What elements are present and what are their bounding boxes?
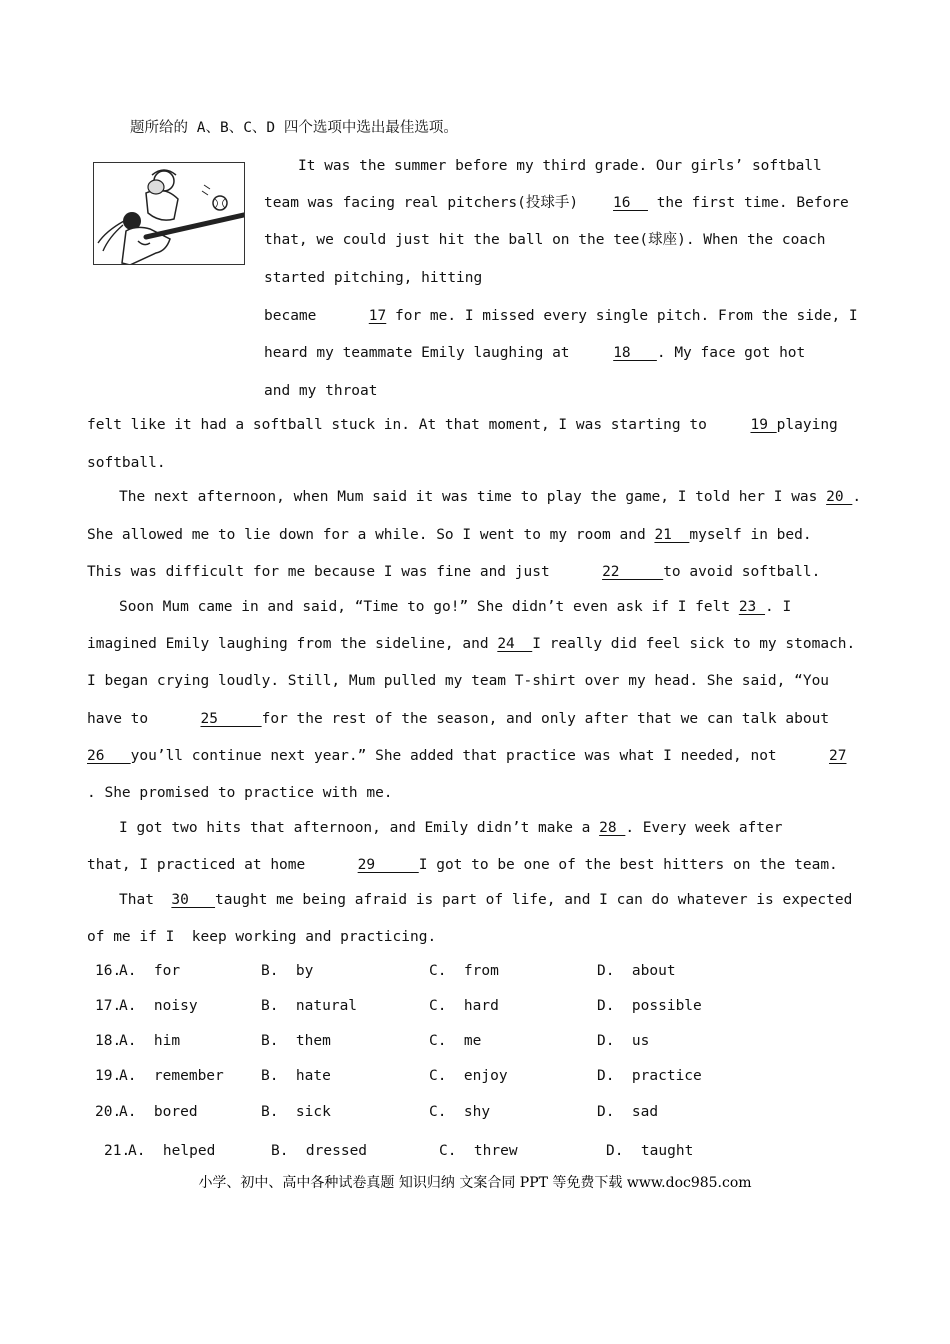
option-a: A. noisy	[119, 998, 198, 1014]
blank-17: 17	[368, 308, 387, 324]
text-segment: for me. I missed every single pitch. From the side, I	[394, 308, 858, 324]
blank-25: 25	[200, 711, 262, 727]
passage-line	[87, 855, 838, 875]
passage-line: softball.	[87, 455, 166, 471]
passage-line	[87, 562, 820, 582]
option-c: C. shy	[429, 1104, 491, 1120]
question-number: 19.	[95, 1068, 122, 1084]
option-c: C. me	[429, 1033, 482, 1049]
question-number: 20.	[95, 1104, 122, 1120]
blank-23: 23	[738, 599, 766, 615]
option-d: D. sad	[597, 1104, 659, 1120]
passage-line	[87, 525, 812, 545]
text-segment: to avoid softball.	[663, 564, 821, 580]
option-c: C. from	[429, 963, 499, 979]
text-segment: I got two hits that afternoon, and Emily didn’t make a	[119, 820, 591, 836]
blank-26: 26	[87, 748, 131, 764]
text-segment: playing	[776, 417, 838, 433]
text-segment: I really did feel sick to my stomach.	[532, 636, 856, 652]
passage-line	[119, 818, 782, 838]
option-d: D. about	[597, 963, 676, 979]
text-segment: .	[852, 489, 862, 505]
passage-line	[264, 193, 849, 213]
passage-line	[119, 487, 861, 507]
blank-18: 18	[613, 345, 657, 361]
blank-29: 29	[357, 857, 419, 873]
option-b: B. dressed	[271, 1143, 368, 1159]
blank-22: 22	[602, 564, 664, 580]
text-segment: This was difficult for me because I was fine and just	[87, 564, 550, 580]
question-options-16	[0, 961, 950, 981]
question-options-18	[0, 1031, 950, 1051]
passage-line: . She promised to practice with me.	[87, 785, 393, 801]
text-segment: Soon Mum came in and said, “Time to go!” She didn’t even ask if I felt	[119, 599, 731, 615]
text-segment: myself in bed.	[689, 527, 812, 543]
text-segment: team was facing real pitchers(投球手)	[264, 195, 579, 211]
question-options-17	[0, 996, 950, 1016]
option-b: B. sick	[261, 1104, 331, 1120]
blank-20: 20	[826, 489, 853, 505]
question-options-21	[0, 1141, 950, 1161]
blank-24: 24	[497, 636, 533, 652]
question-options-20	[0, 1102, 950, 1122]
option-d: D. possible	[597, 998, 702, 1014]
blank-28: 28	[599, 820, 626, 836]
option-b: B. natural	[261, 998, 358, 1014]
blank-19: 19	[750, 417, 777, 433]
option-c: C. threw	[439, 1143, 518, 1159]
text-segment: the first time. Before	[656, 195, 849, 211]
text-segment: . Every week after	[625, 820, 783, 836]
option-a: A. bored	[119, 1104, 198, 1120]
blank-16: 16	[613, 195, 648, 211]
softball-player-icon	[93, 162, 245, 265]
option-d: D. taught	[606, 1143, 694, 1159]
passage-line: of me if I keep working and practicing.	[87, 929, 437, 945]
option-b: B. them	[261, 1033, 331, 1049]
option-a: A. remember	[119, 1068, 224, 1084]
option-c: C. enjoy	[429, 1068, 508, 1084]
passage-line: I began crying loudly. Still, Mum pulled my team T-shirt over my head. She said, “You	[87, 673, 830, 689]
option-a: A. helped	[128, 1143, 216, 1159]
instruction-text: 题所给的 A、B、C、D 四个选项中选出最佳选项。	[130, 120, 458, 136]
text-segment: felt like it had a softball stuck in. At that moment, I was starting to	[87, 417, 707, 433]
question-options-19	[0, 1066, 950, 1086]
text-segment: you’ll continue next year.” She added that practice was what I needed, not	[130, 748, 777, 764]
passage-line	[87, 746, 777, 766]
passage-line	[264, 306, 858, 326]
text-segment: heard my teammate Emily laughing at	[264, 345, 570, 361]
option-a: A. him	[119, 1033, 181, 1049]
text-segment: have to	[87, 711, 149, 727]
passage-line: that, we could just hit the ball on the tee(球座). When the coach	[264, 232, 826, 248]
option-b: B. by	[261, 963, 314, 979]
blank-27-label: 27	[829, 748, 847, 764]
passage-line: and my throat	[264, 383, 378, 399]
text-segment: The next afternoon, when Mum said it was time to play the game, I told her I was	[119, 489, 818, 505]
option-b: B. hate	[261, 1068, 331, 1084]
text-segment: taught me being afraid is part of life, and I can do whatever is expected	[215, 892, 853, 908]
question-number: 18.	[95, 1033, 122, 1049]
question-number: 17.	[95, 998, 122, 1014]
blank-30: 30	[171, 892, 216, 908]
text-segment: . I	[765, 599, 792, 615]
passage-line	[119, 597, 791, 617]
option-d: D. practice	[597, 1068, 702, 1084]
passage-line: It was the summer before my third grade. Our girls’ softball	[298, 158, 822, 174]
text-segment: I got to be one of the best hitters on the team.	[418, 857, 838, 873]
question-number: 16.	[95, 963, 122, 979]
passage-line	[87, 709, 829, 729]
passage-line	[119, 890, 852, 910]
option-a: A. for	[119, 963, 181, 979]
question-number: 21.	[104, 1143, 131, 1159]
passage-line: started pitching, hitting	[264, 270, 483, 286]
passage-line	[264, 343, 805, 363]
passage-line	[87, 415, 838, 435]
text-segment: That	[119, 892, 154, 908]
option-c: C. hard	[429, 998, 499, 1014]
passage-line	[87, 634, 855, 654]
text-segment: imagined Emily laughing from the sideline, and	[87, 636, 489, 652]
text-segment: for the rest of the season, and only after that we can talk about	[261, 711, 830, 727]
option-d: D. us	[597, 1033, 650, 1049]
blank-27	[829, 746, 846, 766]
blank-21: 21	[654, 527, 690, 543]
text-segment: that, I practiced at home	[87, 857, 306, 873]
text-segment: became	[264, 308, 317, 324]
text-segment: . My face got hot	[656, 345, 806, 361]
text-segment: She allowed me to lie down for a while. So I went to my room and	[87, 527, 646, 543]
footer-text: 小学、初中、高中各种试卷真题 知识归纳 文案合同 PPT 等免费下载 www.doc985.com	[198, 1175, 752, 1191]
